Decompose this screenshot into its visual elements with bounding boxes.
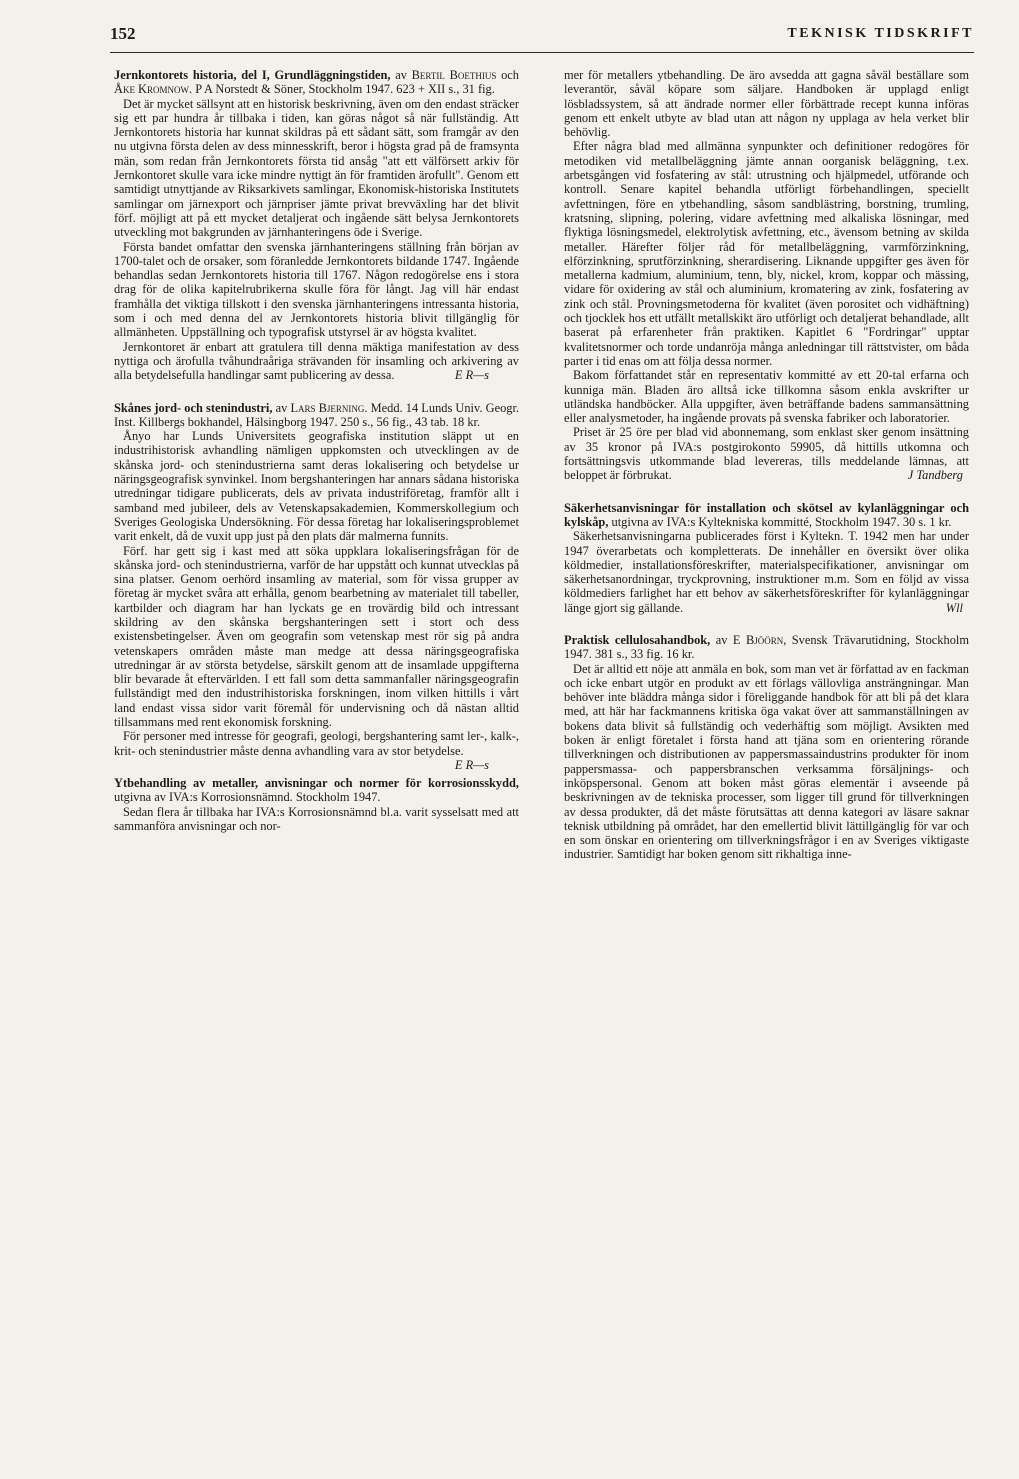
review-sakerhetsanvisningar — [564, 501, 969, 615]
review-paragraph: Säkerhetsanvisningarna publicerades först i Kyltekn. T. 1942 men har under 1947 överarbetats och kompletterats. De innehåller en översikt över olika köldmedier, installationsföreskrifter, materialspecifikationer, anvisningar om säkerhetsanordningar, tryckprovning, instruktioner m.m. Som en följd av vissa köldmediers farlighet har ett behov av säkerhetsföreskrifter för kylanläggningar länge gjort sig gällande. Wll — [564, 529, 969, 615]
review-paragraph: Priset är 25 öre per blad vid abonnemang, som enklast sker genom insättning av 35 kronor på IVA:s postgirokonto 59905, då hittills utkomna och fortsättningsvis utkommande blad levereras, tills meddelande lämnas, att beloppet är förbrukat. J Tandberg — [564, 425, 969, 483]
review-paragraph: Sedan flera år tillbaka har IVA:s Korrosionsnämnd bl.a. varit sysselsatt med att sammanföra anvisningar och nor- — [114, 804, 519, 833]
review-paragraph: Bakom författandet står en representativ kommitté av ett 20-tal erfarna och kunniga män. Bladen äro alltså icke tillkomna såsom enkla avskrifter ur utländska handböcker. Alla uppgifter, även beträffande badens sammansättning eller analysmetoder, ha ingående provats på svenska fabriker och laboratorier. — [564, 368, 969, 426]
review-publication: , Svensk Trävarutidning, Stockholm 1947. 381 s., 33 fig. 16 kr. — [564, 632, 969, 662]
page-number: 152 — [110, 24, 136, 43]
review-jernkontorets-historia — [114, 68, 519, 383]
review-title: Säkerhetsanvisningar för installation och skötsel av kylanläggningar och kylskåp, — [564, 500, 969, 529]
review-title: Praktisk cellulosahandbok, — [564, 632, 711, 647]
review-skanes-jord-och-stenindustri — [114, 400, 519, 772]
review-heading: Skånes jord- och stenindustri, av Lars Bjerning. Medd. 14 Lunds Univ. Geogr. Inst. Killbergs bokhandel, Hälsingborg 1947. 250 s., 56 fig., 43 tab. 18 kr. — [114, 400, 519, 429]
review-author: E Bjöörn — [732, 632, 784, 647]
review-ytbehandling-av-metaller — [114, 776, 519, 833]
page-header — [110, 18, 974, 53]
left-column — [114, 68, 519, 851]
review-author: Bertil Boethius — [411, 68, 497, 82]
review-author: Åke Kromnow — [114, 82, 189, 97]
review-paragraph: Första bandet omfattar den svenska järnhanteringens ställning från början av 1700-talet och de orsaker, som föranledde Jernkontorets bildande 1747. Ingående behandlas sedan Jernkontorets historia till 1767. Någon redogörelse ens i stora drag för de olika kapitelrubrikerna skulle föra för långt. Jag vill här endast framhålla det viktiga tillskott i den svenska järnhanteringens intressanta historia, som i och med denna del av Jernkontorets historia blivit tillgänglig för allmänheten. Uppställning och typografisk utstyrsel är av högsta kvalitet. — [114, 239, 519, 340]
review-paragraph: För personer med intresse för geografi, geologi, bergshantering samt ler-, kalk-, krit- och stenindustrier måste denna avhandling vara av stor betydelse. E R—s — [114, 729, 519, 772]
review-paragraph: Efter några blad med allmänna synpunkter och definitioner redogöres för metodiken vid metallbeläggning jämte annan oorganisk beläggning, t.ex. arbetsgången vid fosfatering av stål: utrustning och hjälpmedel, utförande och kontroll. Senare kapitel behandla utförligt förbehandlingen, speciellt avfettningen, före en ytbehandling, såsom sandblästring, borstning, trumling, kratsning, slipning, polering, vidare avfettning med alkaliska lösningar, med flyktiga lösningsmedel, elektrolytisk avfettning, etc., ävensom betning av skilda metaller. Härefter följer råd för metallbeläggning, varmförzinkning, elförzinkning, sprutförzinkning, sherardisering. Liknande uppgifter ges även för metallerna kadmium, aluminium, tenn, bly, nickel, krom, koppar och mässing, vidare för oxidering av stål och aluminium, kromatering av zink, fosfatering av zink och stål. Provningsmetoderna för kvalitet (även porositet och vidhäftning) och tjocklek hos ett utfällt metallskikt äro utförligt och detaljerat behandlade, allt baserat på erfarenheter från praktiken. Kapitlet 6 "Fordringar" upptar kvalitetsnormer och torde undanröja många anledningar till rättstvister, om båda parter i tid enas om att följa dessa normer. — [564, 139, 969, 368]
review-publication: utgivna av IVA:s Korrosionsnämnd. Stockholm 1947. — [114, 790, 381, 805]
review-signature: E R—s — [454, 368, 489, 383]
review-paragraph: Jernkontoret är enbart att gratulera till denna mäktiga manifestation av dess nyttiga och ärofulla tvåhundraåriga strävanden för insamling och arkivering av alla betydelsefulla handlingar samt publicering av dessa. E R—s — [114, 339, 519, 383]
journal-title: TEKNISK TIDSKRIFT — [787, 26, 974, 41]
review-publication: . P A Norstedt & Söner, Stockholm 1947. 623 + XII s., 31 fig. — [189, 82, 495, 97]
review-heading: Praktisk cellulosahandbok, av E Bjöörn, Svensk Trävarutidning, Stockholm 1947. 381 s., 33 fig. 16 kr. — [564, 632, 969, 662]
review-title: Skånes jord- och stenindustri, — [114, 400, 273, 415]
review-paragraph: mer för metallers ytbehandling. De äro avsedda att gagna såväl beställare som leverantör, såväl köpare som säljare. Handboken är upplagd enligt lösbladssystem, så att ändrade normer eller förbättrade recept kunna införas genom ett enkelt utbyte av blad utan att någon ny upplaga av hela verket blir behövlig. — [564, 68, 969, 140]
review-praktisk-cellulosahandbok — [564, 633, 969, 862]
review-paragraph: Förf. har gett sig i kast med att söka uppklara lokaliseringsfrågan för de skånska jord- och stenindustrierna, varför de har uppstått och kunnat utvecklas på sina platser. Genom oerhörd insamling av material, som för vissa grupper av företag är mycket svåra att erhålla, genom bearbetning av materialet till tabeller, kartbilder och diagram har han lyckats ge en trovärdig bild och intressant skildring av den skånska bergshanteringen sett i stort och dess existensbetingelser. Även om geografin som vetenskap mest rör sig på andra vetenskapers områden måste man medge att dessa näringsgeografiska utredningar är av största betydelse, särskilt genom att de insamlade uppgifterna blir bevarade åt eftervärlden. I ett fall som detta sammanfaller näringsgeografin fullständigt med den industrihistoriska forskningen, inom vilken hittills i vårt land endast vissa sidor varit föremål för undervisning och då nästan alltid tillsammans med rent ekonomisk forskning. — [114, 543, 519, 730]
review-ytbehandling-continued — [564, 68, 969, 483]
review-heading: Jernkontorets historia, del I, Grundläggningstiden, av Bertil Boethius och Åke Kromnow. P A Norstedt & Söner, Stockholm 1947. 623 + XII s., 31 fig. — [114, 68, 519, 97]
review-signature: J Tandberg — [907, 468, 963, 483]
review-paragraph: Ånyo har Lunds Universitets geografiska institution släppt ut en industrihistorisk avhandling nämligen uppkomsten och utvecklingen av de skånska jord- och stenindustrierna samt deras lokalisering och betydelse ur näringsgeografisk synvinkel. Inom bergshanteringen har annars sådana historiska utredningar tidigare publicerats, dels av privata industriföretag, framför allt i samband med jubileer, dels av Vetenskapsakademien, Kommerskollegium och Sveriges Geologiska Undersökning. För dessa företag har lokaliseringsproblemet varit enkelt, då de vuxit upp just på den plats där malmerna funnits. — [114, 429, 519, 544]
review-heading — [114, 776, 519, 805]
right-column — [564, 68, 969, 880]
review-signature: Wll — [945, 600, 963, 615]
review-author: Lars Bjerning — [290, 400, 365, 415]
review-heading — [564, 501, 969, 530]
review-title: Jernkontorets historia, del I, Grundläggningstiden, — [114, 68, 391, 82]
review-title: Ytbehandling av metaller, anvisningar och normer för korrosionsskydd, — [114, 775, 519, 790]
review-publication: . Medd. 14 Lunds Univ. Geogr. Inst. Killbergs bokhandel, Hälsingborg 1947. 250 s., 56 fig., 43 tab. 18 kr. — [114, 400, 519, 429]
review-paragraph: Det är mycket sällsynt att en historisk beskrivning, även om den endast sträcker sig ett par hundra år tillbaka i tiden, kan göras något så när fullständig. Att Jernkontorets historia har kunnat skildras på ett sådant sätt, som framgår av den nu utgivna första delen av dess minnesskrift, beror i högsta grad på de framsynta män, som redan från Jernkontorets första tid ansåg "att ett välförsett arkiv för Jernkontoret skulle vara icke mindre nyttigt än för framtiden ärofullt". Genom ett samtidigt utnyttjande av Riksarkivets samlingar, Ekonomisk-historiska Institutets samlingar om järnexport och järnpriser jämte privat brevväxling har det blivit förf. möjligt att på ett mycket detaljerat och ingående sätt belysa Jernkontorets utveckling mot bakgrunden av järnhanteringens öde i Sverige. — [114, 96, 519, 240]
review-publication: utgivna av IVA:s Kyltekniska kommitté, Stockholm 1947. 30 s. 1 kr. — [611, 514, 952, 529]
review-signature: E R—s — [454, 757, 489, 772]
review-paragraph: Det är alltid ett nöje att anmäla en bok, som man vet är författad av en fackman och icke enbart utgör en produkt av ett förlags vällovliga ansträngningar. Man behöver inte bläddra många sidor i föreliggande handbok för att bli på det klara med, att här har fackmannens kritiska öga vakat över att sammanställningen av bokens data blivit så fullständig och vederhäftig som möjligt. Avsikten med boken är enligt företalet i första hand att tjäna som en orientering rörande tillverkningen och distributionen av pappersmassaindustrins produkter för inom pappersmassa- och pappersbranschen verksamma försäljnings- och inköpspersonal. Genom att boken måst göras elementär i avseende på beskrivningen av de tekniska processer, som ligger till grund för tillverkningen av dessa produkter, då det måste förutsättas att denna kategori av läsare saknar teknisk utbildning på området, har den emellertid blivit lättillgänglig för var och en som önskar en orientering om tillverkningsfrågor i en av Sveriges viktigaste industrier. Samtidigt har boken genom sitt rikhaltiga inne- — [564, 661, 969, 862]
